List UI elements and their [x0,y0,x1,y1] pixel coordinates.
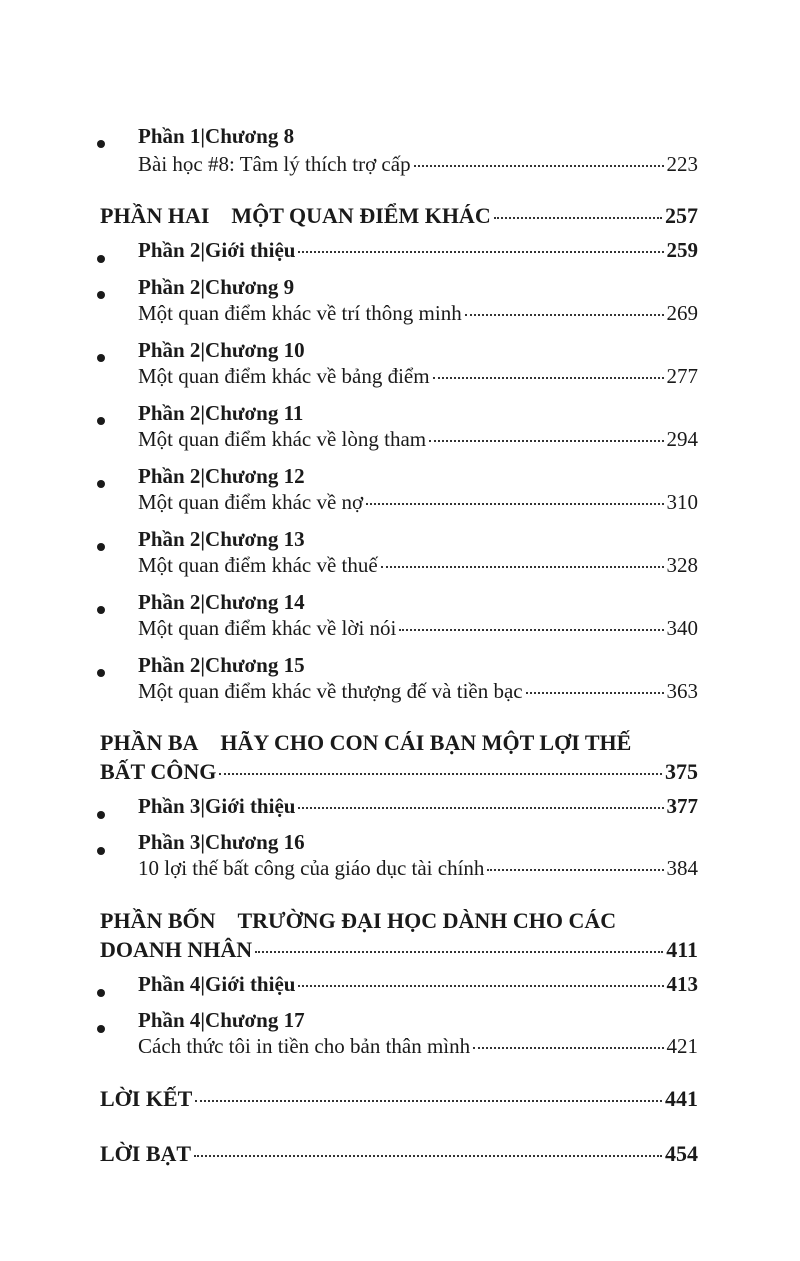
entry-title: Một quan điểm khác về thuế [138,553,378,577]
dot-leader [429,440,663,442]
entry-heading: Phần 2|Chương 11 [138,401,304,425]
entry-heading: Phần 2|Chương 14 [138,590,305,614]
part-heading [100,907,616,935]
dot-leader [494,217,662,219]
dot-leader [487,869,663,871]
part-heading-toc-entry[interactable] [100,759,698,785]
page-number: 363 [666,679,698,703]
bullet-icon [97,847,105,855]
page-number: 377 [666,794,698,818]
toc-entry[interactable] [138,678,698,704]
dot-leader [194,1155,662,1157]
part-label: PHẦN BỐN [100,908,216,933]
entry-heading: Phần 2|Giới thiệu [138,238,296,262]
entry-heading: Phần 2|Chương 15 [138,653,305,677]
dot-leader [195,1100,662,1102]
part-heading-toc-entry[interactable] [100,203,698,229]
part-title-continued: DOANH NHÂN [100,937,253,962]
page-number: 259 [666,238,698,262]
page-number: 340 [666,616,698,640]
entry-title: Một quan điểm khác về bảng điểm [138,364,430,388]
entry-heading: Phần 2|Chương 12 [138,464,305,488]
dot-leader [298,985,663,987]
entry-heading: Phần 2|Chương 13 [138,527,305,551]
toc-entry-epilogue[interactable] [100,1086,698,1112]
bullet-icon [97,140,105,148]
page-number: 310 [666,490,698,514]
toc-entry[interactable] [138,615,698,641]
toc-entry-afterword[interactable] [100,1141,698,1167]
toc-entry[interactable] [138,552,698,578]
toc-entry[interactable] [138,1033,698,1059]
bullet-icon [97,543,105,551]
bullet-icon [97,291,105,299]
toc-entry[interactable] [138,489,698,515]
page-number: 411 [666,937,698,962]
bullet-icon [97,811,105,819]
dot-leader [298,251,663,253]
part-label: PHẦN BA [100,730,199,755]
dot-leader [298,807,663,809]
dot-leader [255,951,663,953]
toc-entry[interactable] [138,363,698,389]
dot-leader [399,629,663,631]
bullet-icon [97,669,105,677]
part-title-continued: BẤT CÔNG [100,759,217,784]
page-number: 375 [665,759,698,784]
page-number: 421 [666,1034,698,1058]
entry-title: LỜI KẾT [100,1086,193,1111]
page-number: 384 [666,856,698,880]
bullet-icon [97,417,105,425]
entry-title: Cách thức tôi in tiền cho bản thân mình [138,1034,471,1058]
dot-leader [465,314,664,316]
bullet-icon [97,354,105,362]
toc-entry[interactable] [138,151,698,177]
toc-entry[interactable] [138,300,698,326]
dot-leader [526,692,664,694]
entry-heading: Phần 4|Giới thiệu [138,972,296,996]
page-number: 294 [666,427,698,451]
toc-entry[interactable] [138,971,698,997]
part-title: MỘT QUAN ĐIỂM KHÁC [231,203,491,228]
entry-heading: Phần 1|Chương 8 [138,124,295,148]
part-label: PHẦN HAI [100,203,210,228]
page-number: 328 [666,553,698,577]
entry-heading: Phần 3|Chương 16 [138,830,305,854]
bullet-icon [97,255,105,263]
bullet-icon [97,606,105,614]
entry-heading: Phần 2|Chương 9 [138,275,295,299]
entry-title: Bài học #8: Tâm lý thích trợ cấp [138,152,411,176]
part-title: HÃY CHO CON CÁI BẠN MỘT LỢI THẾ [220,730,632,755]
bullet-icon [97,1025,105,1033]
toc-entry[interactable] [138,855,698,881]
page-number: 269 [666,301,698,325]
page-number: 223 [666,152,698,176]
toc-entry[interactable] [138,237,698,263]
page-number: 454 [665,1141,698,1166]
dot-leader [381,566,664,568]
entry-heading: Phần 2|Chương 10 [138,338,305,362]
bullet-icon [97,989,105,997]
dot-leader [366,503,663,505]
entry-heading: Phần 3|Giới thiệu [138,794,296,818]
entry-title: Một quan điểm khác về lời nói [138,616,397,640]
toc-entry[interactable] [138,426,698,452]
dot-leader [433,377,664,379]
bullet-icon [97,480,105,488]
entry-title: 10 lợi thế bất công của giáo dục tài chính [138,856,485,880]
entry-heading: Phần 4|Chương 17 [138,1008,305,1032]
dot-leader [219,773,662,775]
part-heading-toc-entry[interactable] [100,937,698,963]
entry-title: Một quan điểm khác về nợ [138,490,364,514]
part-heading [100,729,631,757]
entry-title: LỜI BẠT [100,1141,192,1166]
toc-entry[interactable] [138,793,698,819]
dot-leader [414,165,664,167]
entry-title: Một quan điểm khác về lòng tham [138,427,427,451]
entry-title: Một quan điểm khác về thượng đế và tiền bạc [138,679,523,703]
page-number: 413 [666,972,698,996]
page-number: 257 [665,203,698,228]
page-number: 277 [666,364,698,388]
part-title: TRƯỜNG ĐẠI HỌC DÀNH CHO CÁC [237,908,617,933]
page-number: 441 [665,1086,698,1111]
dot-leader [473,1047,663,1049]
entry-title: Một quan điểm khác về trí thông minh [138,301,462,325]
